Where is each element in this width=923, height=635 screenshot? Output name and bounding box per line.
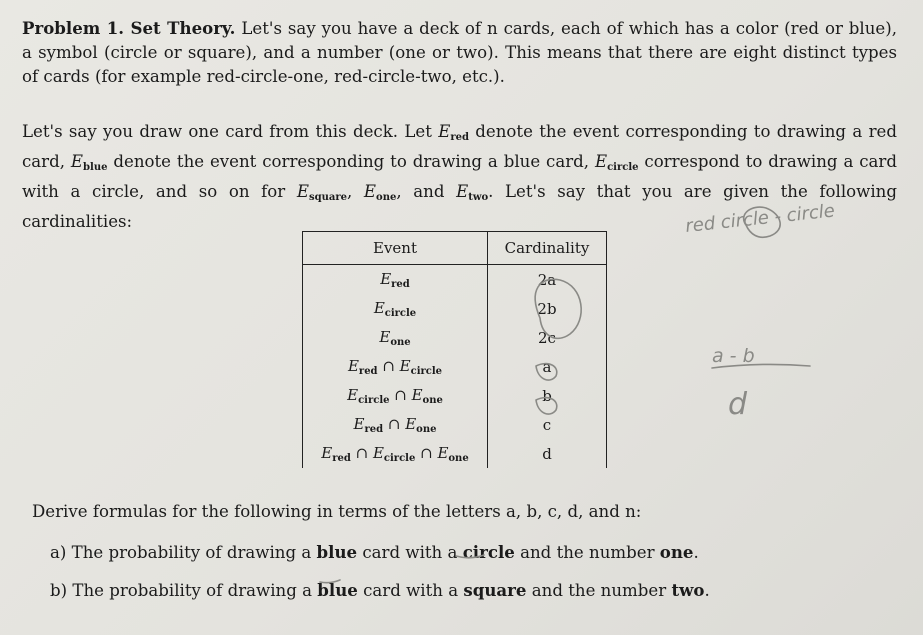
row-event: $E_{red}$ ∩ $E_{circle}$ ∩ $E_{one}$: [303, 439, 488, 468]
fraction-line: [712, 364, 810, 368]
table-header-row: [303, 232, 607, 265]
setup-text: . Let's say that you are given the following cardinalities:: [22, 182, 897, 231]
table-row: [303, 410, 607, 439]
handwritten-note: red circle - circle: [684, 200, 836, 237]
setup-paragraph: [22, 120, 897, 234]
header-cardinality: Cardinality: [488, 232, 607, 265]
row-cardinality: d: [488, 439, 607, 468]
table-row: [303, 381, 607, 410]
table-row: [303, 352, 607, 381]
table-row: [303, 265, 607, 295]
row-event: $E_{circle}$ ∩ $E_{one}$: [303, 381, 488, 410]
event-blue: $E_{blue}$: [70, 152, 108, 173]
table-row: [303, 294, 607, 323]
event-one: $E_{one}$: [363, 182, 397, 203]
question-label: b): [50, 581, 68, 600]
event-square: $E_{square}$: [296, 182, 347, 203]
header-event: Event: [303, 232, 488, 265]
row-cardinality: b: [488, 381, 607, 410]
handwritten-note: a - b: [712, 345, 755, 367]
table-row: [303, 439, 607, 468]
problem-heading: Problem 1. Set Theory.: [22, 18, 236, 38]
setup-text: denote the event corresponding to drawing a blue card,: [107, 152, 595, 171]
question-list: [50, 540, 710, 616]
setup-text: ,: [347, 182, 364, 201]
handwritten-note: d: [728, 387, 748, 422]
event-red: $E_{red}$: [438, 122, 469, 143]
row-event: $E_{red}$ ∩ $E_{circle}$: [303, 352, 488, 381]
table-row: [303, 323, 607, 352]
question-label: a): [50, 543, 67, 562]
row-cardinality: c: [488, 410, 607, 439]
row-cardinality: 2b: [488, 294, 607, 323]
setup-text: denote the event corresponding to drawing a red card,: [22, 122, 897, 171]
row-event: $E_{red}$: [303, 265, 488, 295]
question-item: b) The probability of drawing a blue card with a square and the number two.: [50, 580, 710, 600]
row-cardinality: 2a: [488, 265, 607, 295]
row-event: $E_{circle}$: [303, 294, 488, 323]
row-cardinality: 2c: [488, 323, 607, 352]
problem-intro: Let's say you have a deck of n cards, each of which has a color (red or blue), a symbol (circle or square), and a number (one or two). This means that there are eight distinct types of cards (for example red-circle-one, red-circle-two, etc.).: [22, 19, 897, 86]
row-cardinality: a: [488, 352, 607, 381]
row-event: $E_{one}$: [303, 323, 488, 352]
row-event: $E_{red}$ ∩ $E_{one}$: [303, 410, 488, 439]
setup-text: , and: [396, 182, 457, 201]
problem-statement: [22, 16, 897, 89]
question-item: a) The probability of drawing a blue card with a circle and the number one.: [50, 542, 699, 562]
event-two: $E_{two}$: [456, 182, 489, 203]
instruction-text: Derive formulas for the following in terms of the letters a, b, c, d, and n:: [32, 502, 642, 521]
setup-text: Let's say you draw one card from this deck. Let: [22, 122, 439, 141]
cardinality-table: [302, 231, 607, 468]
setup-text: correspond to drawing a card with a circle, and so on for: [22, 152, 897, 201]
event-circle: $E_{circle}$: [594, 152, 639, 173]
